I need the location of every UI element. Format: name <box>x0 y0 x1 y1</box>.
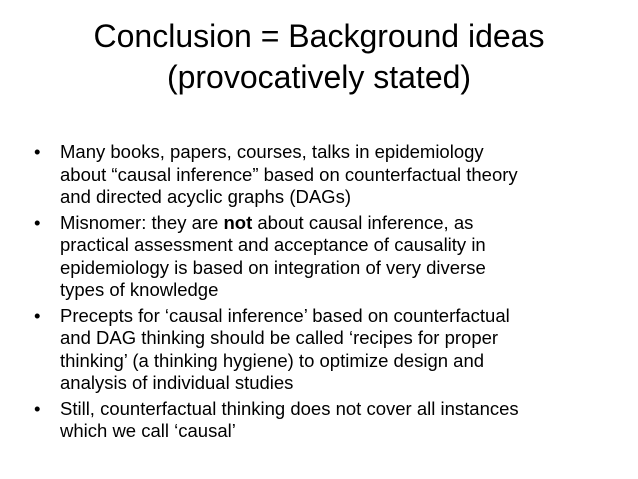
bullet-marker: • <box>34 141 41 162</box>
bullet-item <box>34 398 624 443</box>
bullet-item <box>34 212 624 302</box>
emphasized-text: not <box>223 211 253 233</box>
bullet-marker: • <box>34 211 41 233</box>
bullet-text-line: thinking’ (a thinking hygiene) to optimize design and <box>60 349 485 371</box>
bullet-text-line: about “causal inference” based on counterfactual theory <box>60 163 518 185</box>
bullet-text-prefix: Misnomer: they are <box>60 211 224 233</box>
bullet-text-line: and directed acyclic graphs (DAGs) <box>60 186 351 207</box>
bullet-text-line: Precepts for ‘causal inference’ based on counterfactual <box>60 304 510 326</box>
bullet-list <box>34 141 624 446</box>
slide-title <box>0 16 638 98</box>
bullet-item <box>34 305 624 395</box>
slide-title-line-2: (provocatively stated) <box>166 59 472 95</box>
bullet-marker: • <box>34 397 41 419</box>
bullet-text-line: Many books, papers, courses, talks in epidemiology <box>60 141 484 162</box>
bullet-text-line <box>60 212 624 235</box>
bullet-text-line: types of knowledge <box>60 279 219 300</box>
bullet-text-line: analysis of individual studies <box>60 372 294 393</box>
bullet-text-line: Still, counterfactual thinking does not cover all instances <box>60 397 519 419</box>
bullet-text-line: practical assessment and acceptance of causality in <box>60 234 486 255</box>
slide-title-line-1: Conclusion = Background ideas <box>93 18 545 54</box>
bullet-text-line: epidemiology is based on integration of very diverse <box>60 256 486 278</box>
bullet-item <box>34 141 624 209</box>
bullet-text-suffix: about causal inference, as <box>252 211 474 233</box>
bullet-marker: • <box>34 304 41 326</box>
bullet-text-line: which we call ‘causal’ <box>60 420 236 441</box>
bullet-text-line: and DAG thinking should be called ‘recipes for proper <box>60 327 499 348</box>
